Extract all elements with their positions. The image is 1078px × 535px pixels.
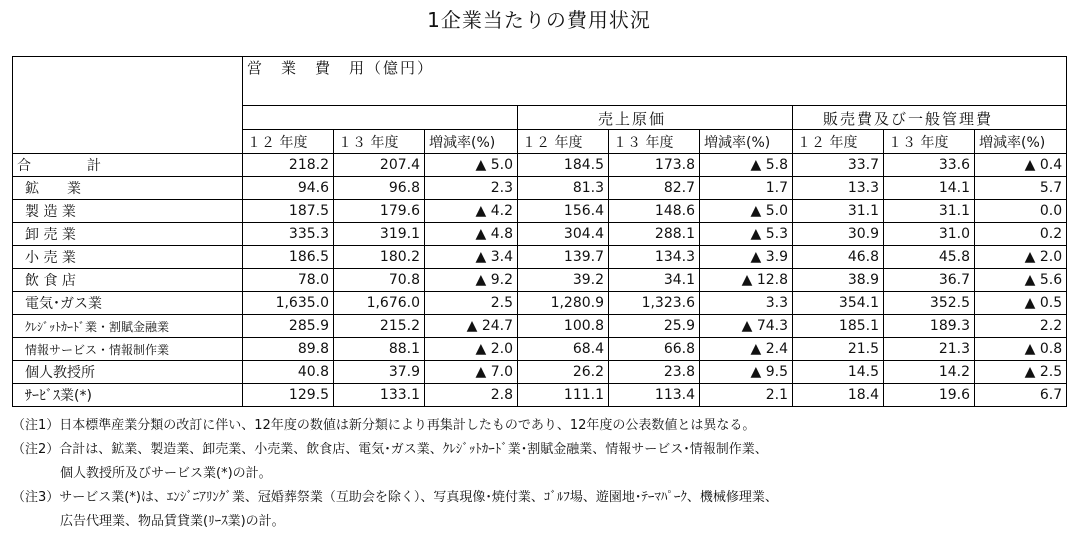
cell-cgc: 2.1 (700, 384, 793, 407)
cell-sg12: 14.5 (793, 361, 884, 384)
cell-cgc: ▲ 2.4 (700, 338, 793, 361)
col-header-fy12: １２ 年度 (793, 130, 884, 154)
cell-cgc: ▲ 5.0 (700, 200, 793, 223)
row-label: ｻｰﾋﾞｽ業(*) (13, 384, 243, 407)
cell-cgc: 1.7 (700, 177, 793, 200)
col-header-change: 増減率(%) (425, 130, 518, 154)
group-header-sga: 販売費及び一般管理費 (793, 106, 1067, 130)
cell-opc: ▲ 3.4 (425, 246, 518, 269)
cell-cg13: 113.4 (609, 384, 700, 407)
cell-sg12: 30.9 (793, 223, 884, 246)
cell-sg13: 21.3 (884, 338, 975, 361)
cell-sg12: 33.7 (793, 154, 884, 177)
cell-op12: 78.0 (243, 269, 334, 292)
cell-sgc: 6.7 (975, 384, 1067, 407)
cell-cg13: 23.8 (609, 361, 700, 384)
cell-op12: 94.6 (243, 177, 334, 200)
cell-cg12: 156.4 (518, 200, 609, 223)
cell-cg13: 25.9 (609, 315, 700, 338)
cell-sg13: 14.1 (884, 177, 975, 200)
corner-cell (13, 57, 243, 154)
cell-sgc: ▲ 0.8 (975, 338, 1067, 361)
cell-op12: 218.2 (243, 154, 334, 177)
cell-cg13: 173.8 (609, 154, 700, 177)
cell-opc: ▲ 4.2 (425, 200, 518, 223)
page-title: 1企業当たりの費用状況 (427, 8, 651, 32)
cell-cg12: 68.4 (518, 338, 609, 361)
cell-cg13: 288.1 (609, 223, 700, 246)
cell-op13: 133.1 (334, 384, 425, 407)
cell-op13: 179.6 (334, 200, 425, 223)
row-label: 電気･ガス業 (13, 292, 243, 315)
table-row (13, 177, 1067, 200)
cell-op13: 37.9 (334, 361, 425, 384)
cell-op12: 187.5 (243, 200, 334, 223)
cell-cg13: 148.6 (609, 200, 700, 223)
cell-cg12: 304.4 (518, 223, 609, 246)
row-label: 合 計 (13, 154, 243, 177)
cell-sg13: 36.7 (884, 269, 975, 292)
cell-cg13: 34.1 (609, 269, 700, 292)
col-header-fy13: １３ 年度 (334, 130, 425, 154)
note-3: （注3）サービス業(*)は、ｴﾝｼﾞﾆｱﾘﾝｸﾞ業、冠婚葬祭業（互助会を除く）、写真現像･焼付業、ｺﾞﾙﾌ場、遊園地･ﾃｰﾏﾊﾟｰｸ、機械修理業、 (12, 490, 778, 505)
cell-sgc: 5.7 (975, 177, 1067, 200)
table-row (13, 200, 1067, 223)
cell-op12: 129.5 (243, 384, 334, 407)
cell-sg13: 31.0 (884, 223, 975, 246)
table-row (13, 384, 1067, 407)
cell-cg13: 82.7 (609, 177, 700, 200)
group-header-operating: 営 業 費 用（億円） (243, 57, 1067, 106)
cell-sg12: 354.1 (793, 292, 884, 315)
cell-cg12: 1,280.9 (518, 292, 609, 315)
cell-opc: 2.5 (425, 292, 518, 315)
cell-cg12: 184.5 (518, 154, 609, 177)
cell-sg12: 46.8 (793, 246, 884, 269)
cell-op13: 215.2 (334, 315, 425, 338)
table-row (13, 292, 1067, 315)
cell-sgc: 2.2 (975, 315, 1067, 338)
col-header-change: 増減率(%) (700, 130, 793, 154)
cell-cgc: ▲ 12.8 (700, 269, 793, 292)
cell-op12: 1,635.0 (243, 292, 334, 315)
cell-sg13: 45.8 (884, 246, 975, 269)
cell-sg13: 352.5 (884, 292, 975, 315)
cell-sg12: 185.1 (793, 315, 884, 338)
cell-op12: 186.5 (243, 246, 334, 269)
cell-opc: ▲ 9.2 (425, 269, 518, 292)
table-row (13, 269, 1067, 292)
cell-op12: 335.3 (243, 223, 334, 246)
col-header-fy12: １２ 年度 (243, 130, 334, 154)
row-label: 個人教授所 (13, 361, 243, 384)
cell-op13: 96.8 (334, 177, 425, 200)
cell-op12: 285.9 (243, 315, 334, 338)
row-label: 情報サービス・情報制作業 (13, 338, 243, 361)
cell-cg13: 134.3 (609, 246, 700, 269)
cell-opc: ▲ 4.8 (425, 223, 518, 246)
col-header-change: 増減率(%) (975, 130, 1067, 154)
cell-cg12: 111.1 (518, 384, 609, 407)
table-row (13, 246, 1067, 269)
cell-op12: 89.8 (243, 338, 334, 361)
cell-sg12: 18.4 (793, 384, 884, 407)
cell-opc: ▲ 5.0 (425, 154, 518, 177)
cell-sg13: 19.6 (884, 384, 975, 407)
note-2: （注2）合計は、鉱業、製造業、卸売業、小売業、飲食店、電気･ガス業、ｸﾚｼﾞｯﾄｶｰﾄﾞ業･割賦金融業、情報サービス･情報制作業、 (12, 442, 768, 457)
row-label: 鉱 業 (13, 177, 243, 200)
cell-cg12: 139.7 (518, 246, 609, 269)
cell-op12: 40.8 (243, 361, 334, 384)
total-row (13, 154, 1067, 177)
cell-cgc: ▲ 3.9 (700, 246, 793, 269)
row-label: ｸﾚｼﾞｯﾄｶｰﾄﾞ業・割賦金融業 (13, 315, 243, 338)
cell-sgc: 0.2 (975, 223, 1067, 246)
table-row (13, 315, 1067, 338)
blank-group-cell (243, 106, 518, 130)
cell-sgc: ▲ 0.5 (975, 292, 1067, 315)
cell-sg13: 189.3 (884, 315, 975, 338)
col-header-fy12: １２ 年度 (518, 130, 609, 154)
notes (12, 414, 1072, 534)
cell-opc: 2.3 (425, 177, 518, 200)
cell-cg12: 39.2 (518, 269, 609, 292)
cell-sg12: 31.1 (793, 200, 884, 223)
table-row (13, 361, 1067, 384)
cell-op13: 88.1 (334, 338, 425, 361)
row-label: 飲 食 店 (13, 269, 243, 292)
row-label: 小 売 業 (13, 246, 243, 269)
cell-sg12: 13.3 (793, 177, 884, 200)
table-row (13, 338, 1067, 361)
col-header-fy13: １３ 年度 (884, 130, 975, 154)
col-header-fy13: １３ 年度 (609, 130, 700, 154)
cell-cgc: ▲ 5.3 (700, 223, 793, 246)
cell-opc: 2.8 (425, 384, 518, 407)
table-row (13, 223, 1067, 246)
cell-op13: 207.4 (334, 154, 425, 177)
cell-opc: ▲ 2.0 (425, 338, 518, 361)
cell-sgc: ▲ 5.6 (975, 269, 1067, 292)
note-2-cont: 個人教授所及びサービス業(*)の計。 (60, 466, 272, 481)
cell-opc: ▲ 24.7 (425, 315, 518, 338)
cell-op13: 70.8 (334, 269, 425, 292)
group-header-cogs: 売上原価 (518, 106, 793, 130)
cell-cgc: 3.3 (700, 292, 793, 315)
cell-opc: ▲ 7.0 (425, 361, 518, 384)
note-3-cont: 広告代理業、物品賃貸業(ﾘｰｽ業)の計。 (60, 514, 285, 529)
cell-cg12: 81.3 (518, 177, 609, 200)
cell-cgc: ▲ 5.8 (700, 154, 793, 177)
cell-sg13: 31.1 (884, 200, 975, 223)
cell-op13: 319.1 (334, 223, 425, 246)
cell-op13: 180.2 (334, 246, 425, 269)
cell-cgc: ▲ 74.3 (700, 315, 793, 338)
row-label: 製 造 業 (13, 200, 243, 223)
cell-sgc: 0.0 (975, 200, 1067, 223)
cost-table (12, 56, 1067, 407)
row-label: 卸 売 業 (13, 223, 243, 246)
cell-sg13: 33.6 (884, 154, 975, 177)
cell-sgc: ▲ 0.4 (975, 154, 1067, 177)
cell-cg12: 26.2 (518, 361, 609, 384)
cell-sg13: 14.2 (884, 361, 975, 384)
cell-cg13: 1,323.6 (609, 292, 700, 315)
cell-cg12: 100.8 (518, 315, 609, 338)
cell-op13: 1,676.0 (334, 292, 425, 315)
cell-sg12: 38.9 (793, 269, 884, 292)
cell-sgc: ▲ 2.5 (975, 361, 1067, 384)
cell-cg13: 66.8 (609, 338, 700, 361)
cell-sgc: ▲ 2.0 (975, 246, 1067, 269)
cell-cgc: ▲ 9.5 (700, 361, 793, 384)
note-1: （注1）日本標準産業分類の改訂に伴い、12年度の数値は新分類により再集計したものであり、12年度の公表数値とは異なる。 (12, 418, 756, 433)
cell-sg12: 21.5 (793, 338, 884, 361)
